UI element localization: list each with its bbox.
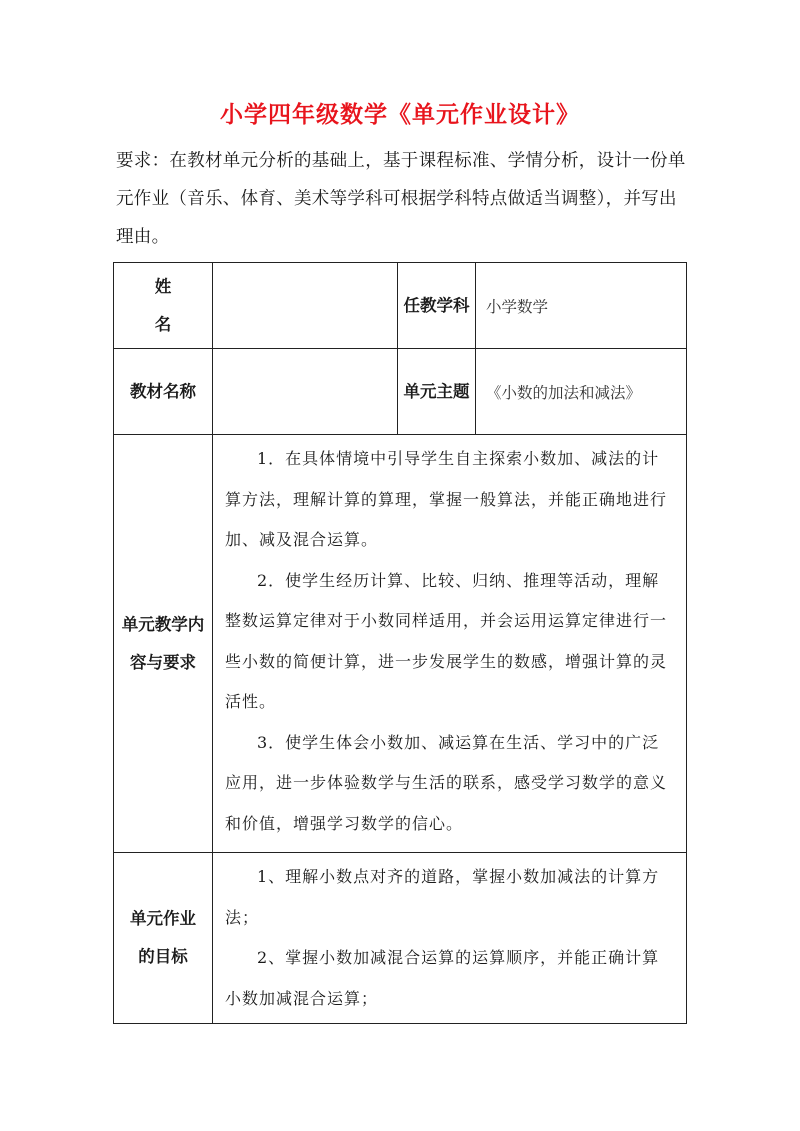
table-row	[114, 349, 687, 435]
content-item: 1．在具体情境中引导学生自主探索小数加、减法的计算方法，理解计算的算理，掌握一般算法，并能正确地进行加、减及混合运算。	[225, 449, 668, 549]
goal-label: 单元作业的目标	[114, 853, 213, 1024]
textbook-value[interactable]	[213, 349, 398, 435]
goal-item: 2、掌握小数加减混合运算的运算顺序，并能正确计算小数加减混合运算；	[225, 948, 660, 1008]
table-row	[114, 435, 687, 853]
subject-label: 任教学科	[398, 263, 476, 349]
content-cell[interactable]	[213, 435, 687, 853]
content-label: 单元教学内容与要求	[114, 435, 213, 853]
requirement-text: 要求：在教材单元分析的基础上，基于课程标准、学情分析，设计一份单元作业（音乐、体育、美术等学科可根据学科特点做适当调整），并写出理由。	[116, 151, 686, 247]
textbook-label: 教材名称	[114, 349, 213, 435]
goal-item: 1、理解小数点对齐的道路，掌握小数加减法的计算方法；	[225, 867, 660, 927]
subject-value[interactable]: 小学数学	[476, 263, 687, 349]
unit-theme-value[interactable]: 《小数的加法和减法》	[476, 349, 687, 435]
name-value[interactable]	[213, 263, 398, 349]
unit-theme-label: 单元主题	[398, 349, 476, 435]
name-label: 姓名	[114, 263, 213, 349]
table-row	[114, 853, 687, 1024]
table-row	[114, 263, 687, 349]
page-title: 小学四年级数学《单元作业设计》	[220, 101, 580, 128]
content-item: 2．使学生经历计算、比较、归纳、推理等活动，理解整数运算定律对于小数同样适用，并会运用运算定律进行一些小数的简便计算，进一步发展学生的数感，增强计算的灵活性。	[225, 570, 668, 711]
content-item: 3．使学生体会小数加、减运算在生活、学习中的广泛应用，进一步体验数学与生活的联系，感受学习数学的意义和价值，增强学习数学的信心。	[225, 732, 668, 833]
goal-cell[interactable]	[213, 853, 687, 1024]
design-form-table	[113, 262, 687, 1024]
